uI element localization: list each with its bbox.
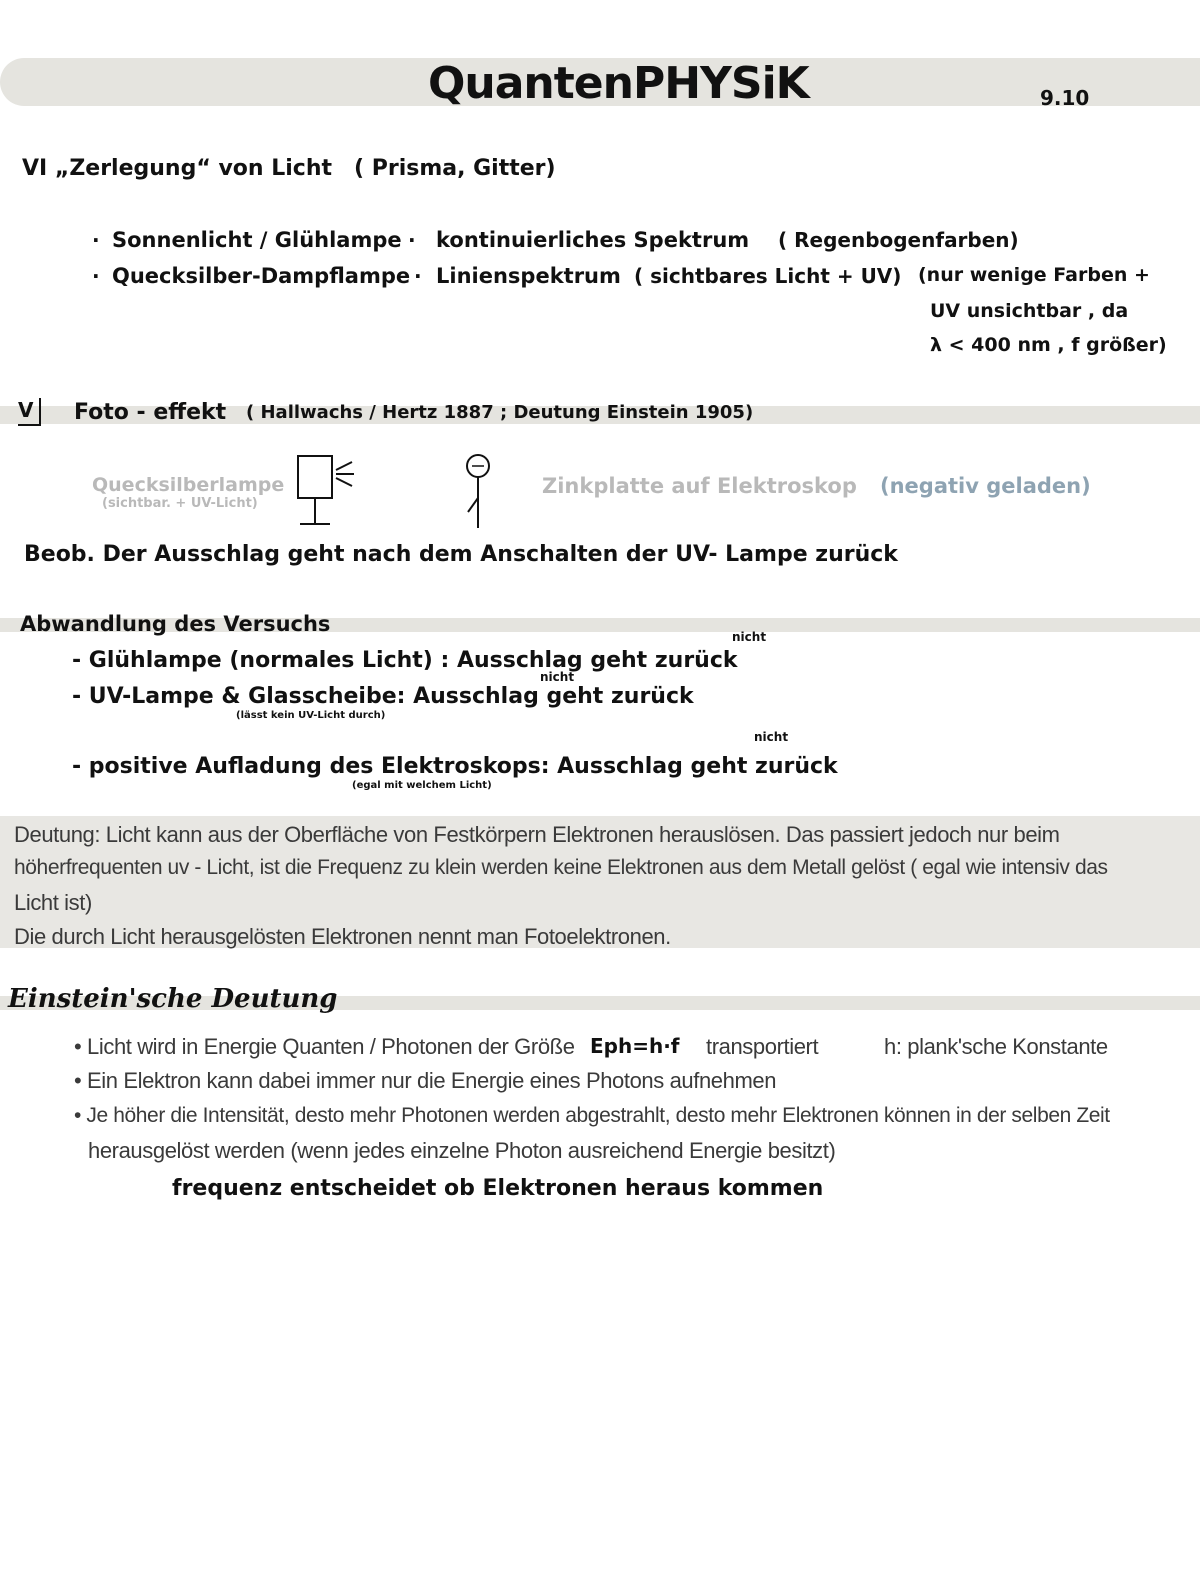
charge-note: (negativ geladen) xyxy=(880,474,1091,498)
zinc-plate-label: Zinkplatte auf Elektroskop xyxy=(542,474,857,498)
bullet-dot: · xyxy=(92,228,100,252)
einstein-bullet: • Je höher die Intensität, desto mehr Photonen werden abgestrahlt, desto mehr Elektronen können in der selben Zeit xyxy=(74,1104,1110,1127)
section1-title: VI „Zerlegung“ von Licht xyxy=(22,156,333,181)
section2-history: ( Hallwachs / Hertz 1887 ; Deutung Einstein 1905) xyxy=(246,402,754,423)
variation-item-sub: (egal mit welchem Licht) xyxy=(352,780,492,791)
bullet-separator: · xyxy=(408,228,416,252)
photon-energy-formula: Eph=h·f xyxy=(590,1034,680,1058)
bullet-left: Sonnenlicht / Glühlampe xyxy=(112,228,402,252)
variation-item: - UV-Lampe & Glasscheibe: Ausschlag geht zurück xyxy=(72,684,694,709)
planck-constant-note: h: plank'sche Konstante xyxy=(884,1034,1108,1059)
einstein-bullet: • Licht wird in Energie Quanten / Photonen der Größe xyxy=(74,1034,575,1059)
observation-text: Beob. Der Ausschlag geht nach dem Anschalten der UV- Lampe zurück xyxy=(24,542,898,567)
lamp-sketch-icon xyxy=(294,452,364,532)
page-date: 9.10 xyxy=(1040,86,1090,110)
page-title: QuantenPHYSiK xyxy=(428,58,809,109)
variation-item-sup: nicht xyxy=(732,630,767,644)
spectrum-note-line: UV unsichtbar , da xyxy=(930,300,1129,322)
section1-tools: ( Prisma, Gitter) xyxy=(354,156,556,181)
bullet-dot: · xyxy=(92,264,100,288)
section2-title: Foto - effekt xyxy=(74,400,227,425)
variation-item-sup: nicht xyxy=(540,670,575,684)
interpretation-line: Deutung: Licht kann aus der Oberfläche von Festkörpern Elektronen herauslösen. Das passiert jedoch nur beim xyxy=(14,822,1060,847)
variation-item-sub: (lässt kein UV-Licht durch) xyxy=(236,710,386,721)
interpretation-line: Die durch Licht herausgelösten Elektronen nennt man Fotoelektronen. xyxy=(14,924,671,949)
einstein-bullet-continued: herausgelöst werden (wenn jedes einzelne Photon ausreichend Energie besitzt) xyxy=(88,1138,836,1163)
einstein-bullet: • Ein Elektron kann dabei immer nur die Energie eines Photons aufnehmen xyxy=(74,1068,777,1093)
bullet-left: Quecksilber-Dampflampe xyxy=(112,264,411,288)
bullet-separator: · xyxy=(414,264,422,288)
bullet-mid: kontinuierliches Spektrum xyxy=(436,228,750,252)
bullet-right: ( sichtbares Licht + UV) xyxy=(634,264,902,288)
lamp-label: Quecksilberlampe xyxy=(92,474,285,496)
lamp-sublabel: (sichtbar. + UV-Licht) xyxy=(102,496,258,511)
section2-number: V xyxy=(18,398,41,426)
interpretation-line: höherfrequenten uv - Licht, ist die Frequenz zu klein werden keine Elektronen aus dem Metall gelöst ( egal wie intensiv das xyxy=(14,856,1108,879)
variation-item-sup: nicht xyxy=(754,730,789,744)
einstein-title: Einstein'sche Deutung xyxy=(8,984,338,1014)
variation-item: - positive Aufladung des Elektroskops: Ausschlag geht zurück xyxy=(72,754,838,779)
variation-title: Abwandlung des Versuchs xyxy=(20,612,331,636)
electroscope-sketch-icon xyxy=(458,452,498,532)
einstein-bullet-continued: transportiert xyxy=(706,1034,819,1059)
bullet-right: ( Regenbogenfarben) xyxy=(778,228,1019,252)
spectrum-note-line: λ < 400 nm , f größer) xyxy=(930,334,1167,356)
spectrum-note-line: (nur wenige Farben + xyxy=(918,264,1150,286)
einstein-conclusion: frequenz entscheidet ob Elektronen heraus kommen xyxy=(172,1176,824,1201)
bullet-mid: Linienspektrum xyxy=(436,264,621,288)
interpretation-line: Licht ist) xyxy=(14,890,92,915)
variation-item: - Glühlampe (normales Licht) : Ausschlag geht zurück xyxy=(72,648,738,673)
